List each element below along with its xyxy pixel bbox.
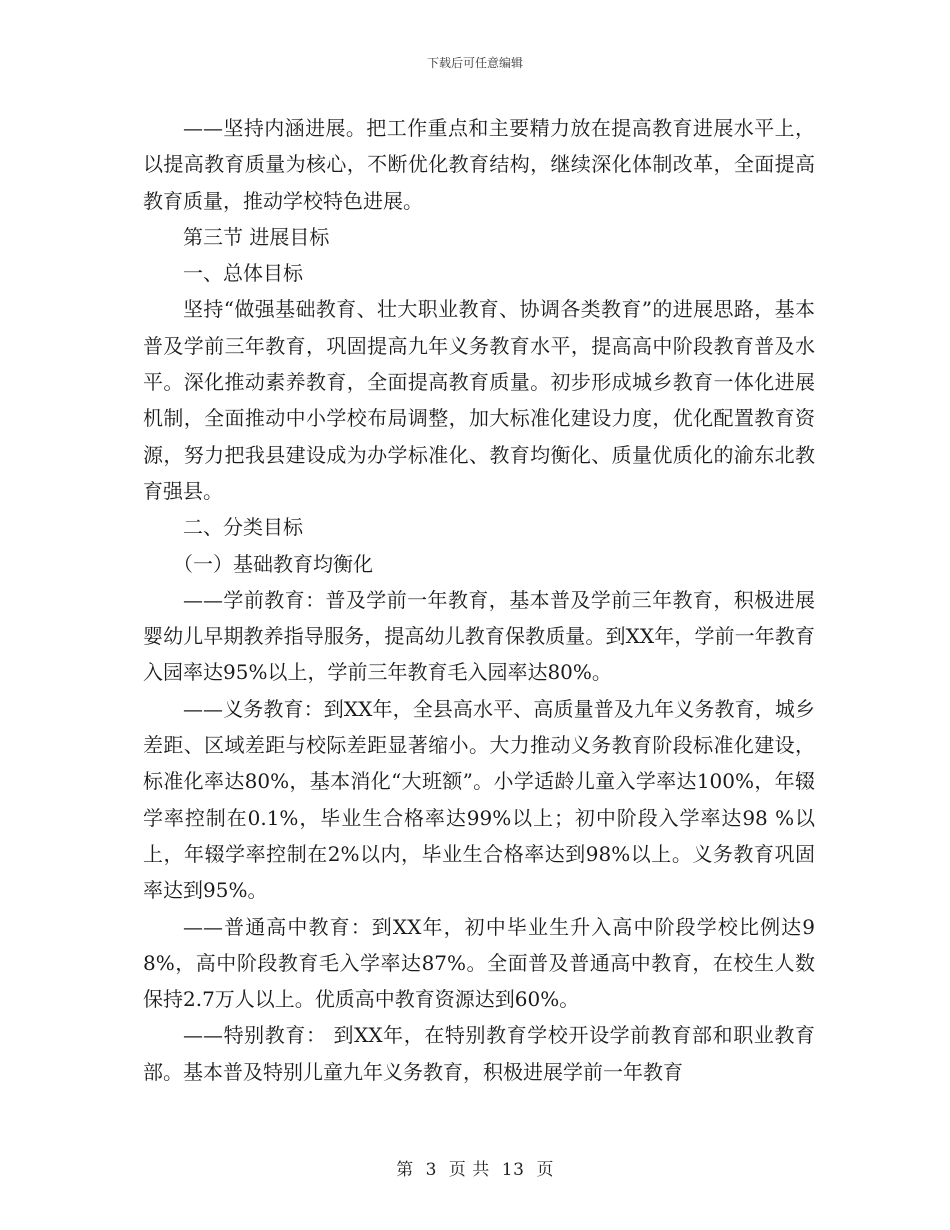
footer-current-page: 3 [425,1160,437,1180]
footer-total-pages: 13 [501,1160,525,1180]
subheading-basic-education: （一）基础教育均衡化 [173,551,373,576]
paragraph-overall-goals: 坚持“做强基础教育、壮大职业教育、协调各类教育”的进展思路，基本普及学前三年教育，巩固提高九年义务教育水平，提高高中阶段教育普及水平。深化推动素养教育，全面提高教育质量。初步形成城乡教育一体化进展机制，全面推动中小学校布局调整，加大标准化建设力度，优化配置教育资源，努力把我县建设成为办学标准化、教育均衡化、质量优质化的渝东北教育强县。 [143,297,815,503]
subheading-overall-goals: 一、总体目标 [183,261,303,286]
paragraph-high-school: ——普通高中教育：到XX年，初中毕业生升入高中阶段学校比例达98%，高中阶段教育毛入学率达87%。全面普及普通高中教育，在校生人数保持2.7万人以上。优质高中教育资源达到60%。 [143,914,815,1012]
paragraph-intrinsic-development: ——坚持内涵进展。把工作重点和主要精力放在提高教育进展水平上，以提高教育质量为核心，不断优化教育结构，继续深化体制改革，全面提高教育质量，推动学校特色进展。 [143,116,815,213]
document-body [143,110,815,1090]
paragraph-compulsory: ——义务教育：到XX年，全县高水平、高质量普及九年义务教育，城乡差距、区域差距与校际差距显著缩小。大力推动义务教育阶段标准化建设，标准化率达80%，基本消化“大班额”。小学适龄儿童入学率达100%，年辍学率控制在0.1%，毕业生合格率达99%以上；初中阶段入学率达98 %以上，年辍学率控制在2%以内，毕业生合格率达到98%以上。义务教育巩固率达到95%。 [143,696,815,903]
paragraph-special-education: ——特别教育： 到XX年，在特别教育学校开设学前教育部和职业教育部。基本普及特别儿童九年义务教育，积极进展学前一年教育 [143,1023,815,1084]
paragraph-preschool: ——学前教育：普及学前一年教育，基本普及学前三年教育，积极进展婴幼儿早期教养指导服务，提高幼儿教育保教质量。到XX年，学前一年教育入园率达95%以上，学前三年教育毛入园率达80%。 [143,587,815,685]
subheading-category-goals: 二、分类目标 [183,515,303,540]
footer-middle: 页 共 [448,1160,490,1180]
footer-suffix: 页 [536,1160,554,1180]
section-heading-goals: 第三节 进展目标 [183,224,330,249]
page-footer [0,1155,950,1180]
footer-prefix: 第 [396,1160,414,1180]
page-header: 下载后可任意编辑 [426,56,523,70]
